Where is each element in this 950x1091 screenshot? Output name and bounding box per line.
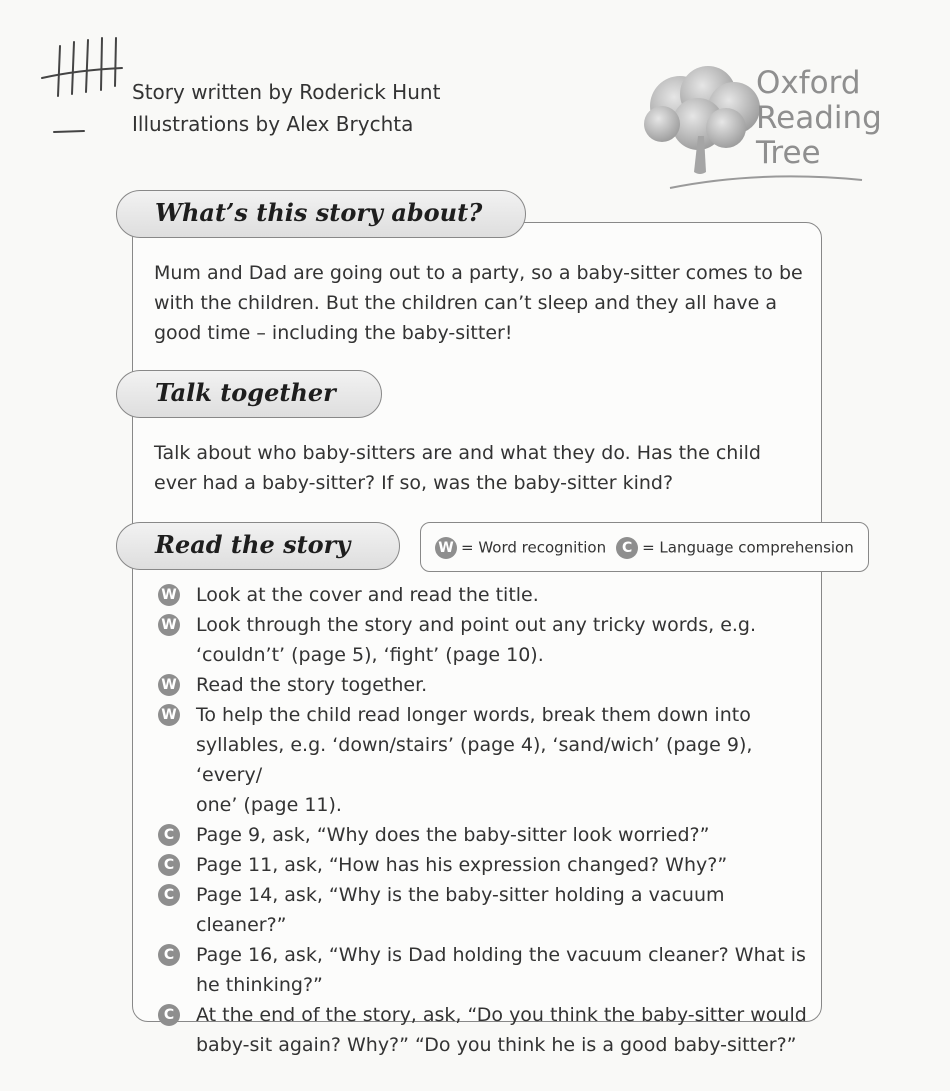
word-recognition-badge: W	[435, 537, 457, 559]
illustrator-credit: Illustrations by Alex Brychta	[132, 112, 414, 136]
about-line: Mum and Dad are going out to a party, so a baby-sitter comes to be	[154, 262, 803, 284]
item-badge: C	[158, 1004, 180, 1026]
item-line: one’ (page 11).	[196, 794, 342, 816]
talk-line: ever had a baby-sitter? If so, was the baby-sitter kind?	[154, 472, 674, 494]
language-comprehension-label: = Language comprehension	[642, 538, 854, 557]
logo-line-3: Tree	[756, 135, 821, 171]
item-line: syllables, e.g. ‘down/stairs’ (page 4), ‘sand/wich’ (page 9), ‘every/	[196, 734, 753, 786]
badge-legend	[420, 522, 869, 572]
item-badge: C	[158, 854, 180, 876]
list-item	[154, 1000, 814, 1060]
list-item	[154, 700, 814, 820]
logo-line-1: Oxford	[756, 65, 861, 101]
language-comprehension-badge: C	[616, 537, 638, 559]
item-badge: W	[158, 704, 180, 726]
list-item	[154, 940, 814, 1000]
item-line: ‘couldn’t’ (page 5), ‘fight’ (page 10).	[196, 644, 544, 666]
list-item	[154, 670, 814, 700]
item-badge: W	[158, 674, 180, 696]
reading-activities-list	[154, 580, 814, 1060]
item-line: baby-sit again? Why?” “Do you think he is a good baby-sitter?”	[196, 1034, 797, 1056]
item-line: At the end of the story, ask, “Do you think the baby-sitter would	[196, 1004, 807, 1026]
item-badge: C	[158, 944, 180, 966]
list-item	[154, 610, 814, 670]
logo-line-2: Reading	[756, 100, 882, 136]
item-line: he thinking?”	[196, 974, 323, 996]
list-item	[154, 880, 814, 940]
item-badge: W	[158, 614, 180, 636]
author-credit: Story written by Roderick Hunt	[132, 80, 441, 104]
list-item	[154, 580, 814, 610]
item-line: Page 9, ask, “Why does the baby-sitter look worried?”	[196, 824, 710, 846]
talk-line: Talk about who baby-sitters are and what they do. Has the child	[154, 442, 761, 464]
item-line: Read the story together.	[196, 674, 428, 696]
item-line: Page 11, ask, “How has his expression changed? Why?”	[196, 854, 728, 876]
list-item	[154, 850, 814, 880]
about-line: with the children. But the children can’t sleep and they all have a	[154, 292, 778, 314]
item-badge: W	[158, 584, 180, 606]
credits	[132, 76, 440, 140]
item-line: Page 14, ask, “Why is the baby-sitter holding a vacuum cleaner?”	[196, 884, 725, 936]
about-heading: What’s this story about?	[116, 190, 526, 238]
oxford-reading-tree-logo	[756, 66, 882, 171]
item-line: Look at the cover and read the title.	[196, 584, 539, 606]
item-line: Look through the story and point out any tricky words, e.g.	[196, 614, 757, 636]
talk-text	[154, 438, 761, 498]
item-line: To help the child read longer words, break them down into	[196, 704, 751, 726]
about-line: good time – including the baby-sitter!	[154, 322, 513, 344]
item-line: Page 16, ask, “Why is Dad holding the vacuum cleaner? What is	[196, 944, 806, 966]
talk-heading: Talk together	[116, 370, 382, 418]
item-badge: C	[158, 884, 180, 906]
item-badge: C	[158, 824, 180, 846]
read-heading: Read the story	[116, 522, 400, 570]
list-item	[154, 820, 814, 850]
about-text	[154, 258, 803, 348]
handwritten-tally-mark	[38, 34, 128, 144]
word-recognition-label: = Word recognition	[461, 538, 607, 557]
